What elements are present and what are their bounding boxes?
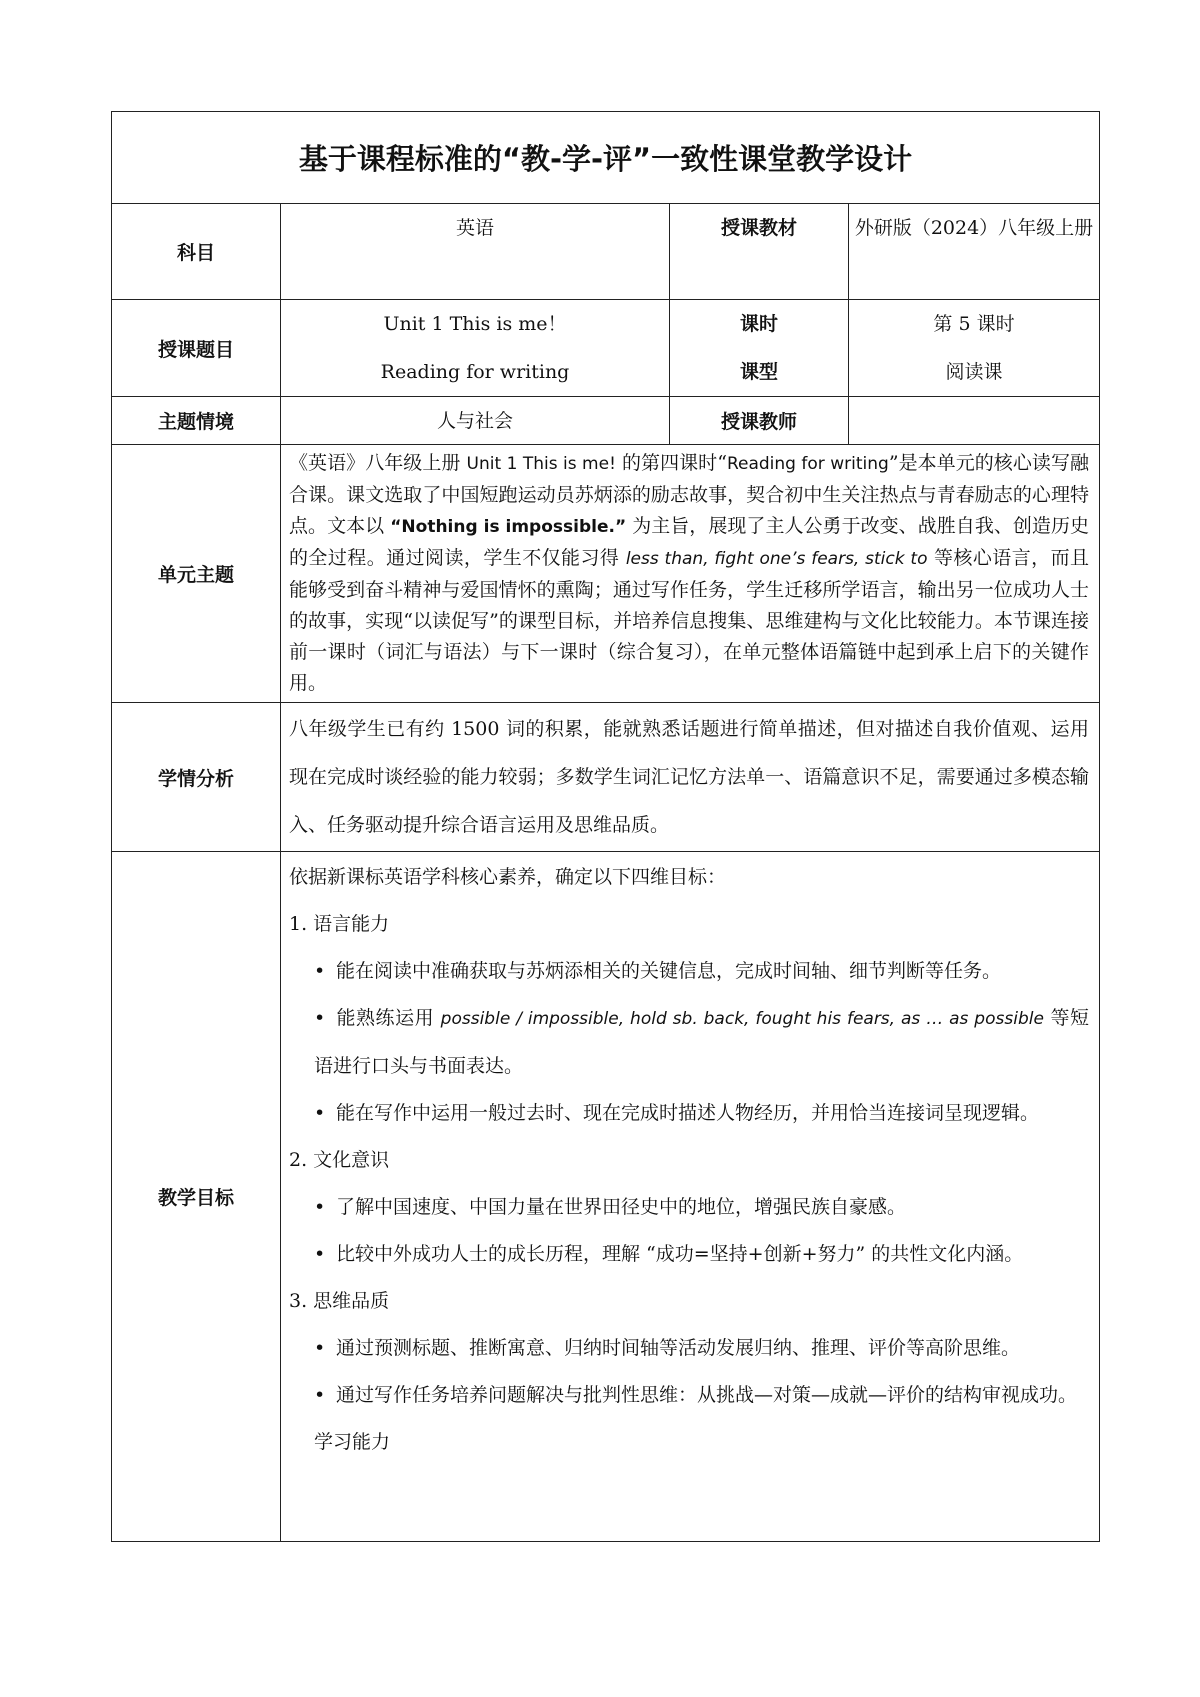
goals-item-text: 比较中外成功人士的成长历程，理解 “成功=坚持+创新+努力” 的共性文化内涵。 (336, 1243, 1024, 1265)
goals-item-text: 能在写作中运用一般过去时、现在完成时描述人物经历，并用恰当连接词呈现逻辑。 (336, 1102, 1040, 1124)
analysis-row (112, 703, 1100, 852)
goals-content (281, 852, 1100, 1542)
goals-item (289, 948, 1089, 995)
type-value: 阅读课 (945, 361, 1003, 383)
topic-line-1: Unit 1 This is me！ (383, 313, 567, 335)
goals-section-culture: 2. 文化意识 (289, 1149, 390, 1171)
bullet-icon: • (314, 1337, 326, 1359)
goals-intro: 依据新课标英语学科核心素养，确定以下四维目标： (289, 866, 727, 888)
bullet-icon: • (314, 1384, 326, 1406)
goals-section-learning: 学习能力 (314, 1431, 391, 1453)
bullet-icon: • (314, 1243, 326, 1265)
period-type-labels (670, 300, 849, 397)
unit-theme-row (112, 445, 1100, 703)
period-type-values (849, 300, 1100, 397)
goals-item (289, 1372, 1089, 1419)
unit-theme-text (281, 445, 1100, 703)
context-row (112, 397, 1100, 445)
context-label: 主题情境 (112, 397, 281, 445)
unit-theme-key-phrases: less than, fight one’s fears, stick to (625, 549, 928, 569)
topic-line-2: Reading for writing (380, 361, 570, 383)
teacher-value (849, 397, 1100, 445)
topic-label: 授课题目 (112, 300, 281, 397)
unit-theme-part-1: 《英语》八年级上册 (289, 452, 467, 474)
goals-item (289, 1090, 1089, 1137)
textbook-label: 授课教材 (670, 204, 849, 300)
bullet-icon: • (314, 1007, 326, 1029)
bullet-icon: • (314, 1196, 326, 1218)
lesson-plan-table (111, 111, 1100, 1542)
goals-label: 教学目标 (112, 852, 281, 1542)
goals-item-text: 了解中国速度、中国力量在世界田径史中的地位，增强民族自豪感。 (336, 1196, 907, 1218)
period-label: 课时 (739, 313, 778, 335)
goals-item-text: 能熟练运用 (336, 1007, 441, 1029)
context-value: 人与社会 (281, 397, 670, 445)
type-label: 课型 (739, 361, 778, 383)
goals-item-text: 通过写作任务培养问题解决与批判性思维：从挑战—对策—成就—评价的结构审视成功。 (336, 1384, 1078, 1406)
goals-item (289, 1231, 1089, 1278)
title-row (112, 112, 1100, 204)
unit-theme-part-3: ”是本单元的核心读写融合课。课文选取了中国短跑运动员苏炳添的励志故事，契合初中生关注热点与青春励志的心理特点。文本以 (289, 452, 1090, 537)
unit-theme-part-4: 为主旨，展现了主人公勇于改变、战胜自我、创造历史的全过程。通过阅读，学生不仅能习得 (289, 515, 1089, 569)
analysis-text: 八年级学生已有约 1500 词的积累，能就熟悉话题进行简单描述，但对描述自我价值观、运用现在完成时谈经验的能力较弱；多数学生词汇记忆方法单一、语篇意识不足，需要通过多模态输入、任务驱动提升综合语言运用及思维品质。 (281, 703, 1100, 852)
goals-section-language: 1. 语言能力 (289, 913, 390, 935)
goals-item-phrases: possible / impossible, hold sb. back, fought his fears, as … as possible (440, 1009, 1044, 1029)
topic-value (281, 300, 670, 397)
goals-item (289, 1325, 1089, 1372)
goals-section-thinking: 3. 思维品质 (289, 1290, 390, 1312)
unit-theme-motto: “Nothing is impossible.” (390, 517, 627, 537)
goals-item (289, 995, 1089, 1090)
subject-row (112, 204, 1100, 300)
goals-row (112, 852, 1100, 1542)
unit-theme-lesson-name: Reading for writing (726, 454, 889, 474)
bullet-icon: • (314, 960, 326, 982)
teacher-label: 授课教师 (670, 397, 849, 445)
document-title: 基于课程标准的“教-学-评”一致性课堂教学设计 (112, 112, 1100, 204)
subject-value: 英语 (281, 204, 670, 300)
bullet-icon: • (314, 1102, 326, 1124)
unit-theme-part-5: 等核心语言，而且能够受到奋斗精神与爱国情怀的熏陶；通过写作任务，学生迁移所学语言，输出另一位成功人士的故事，实现“以读促写”的课型目标，并培养信息搜集、思维建构与文化比较能力。本节课连接前一课时（词汇与语法）与下一课时（综合复习），在单元整体语篇链中起到承上启下的关键作用。 (289, 547, 1090, 694)
unit-theme-part-2: 的第四课时“ (615, 452, 727, 474)
unit-theme-unit-name: Unit 1 This is me! (466, 454, 616, 474)
analysis-label: 学情分析 (112, 703, 281, 852)
period-value: 第 5 课时 (933, 313, 1015, 335)
topic-row (112, 300, 1100, 397)
goals-item-text: 等短语进行口头与书面表达。 (314, 1007, 1089, 1077)
goals-item-text: 通过预测标题、推断寓意、归纳时间轴等活动发展归纳、推理、评价等高阶思维。 (336, 1337, 1021, 1359)
subject-label: 科目 (112, 204, 281, 300)
goals-item (289, 1184, 1089, 1231)
goals-item-text: 能在阅读中准确获取与苏炳添相关的关键信息，完成时间轴、细节判断等任务。 (336, 960, 1002, 982)
unit-theme-label: 单元主题 (112, 445, 281, 703)
textbook-value: 外研版（2024）八年级上册 (849, 204, 1100, 300)
